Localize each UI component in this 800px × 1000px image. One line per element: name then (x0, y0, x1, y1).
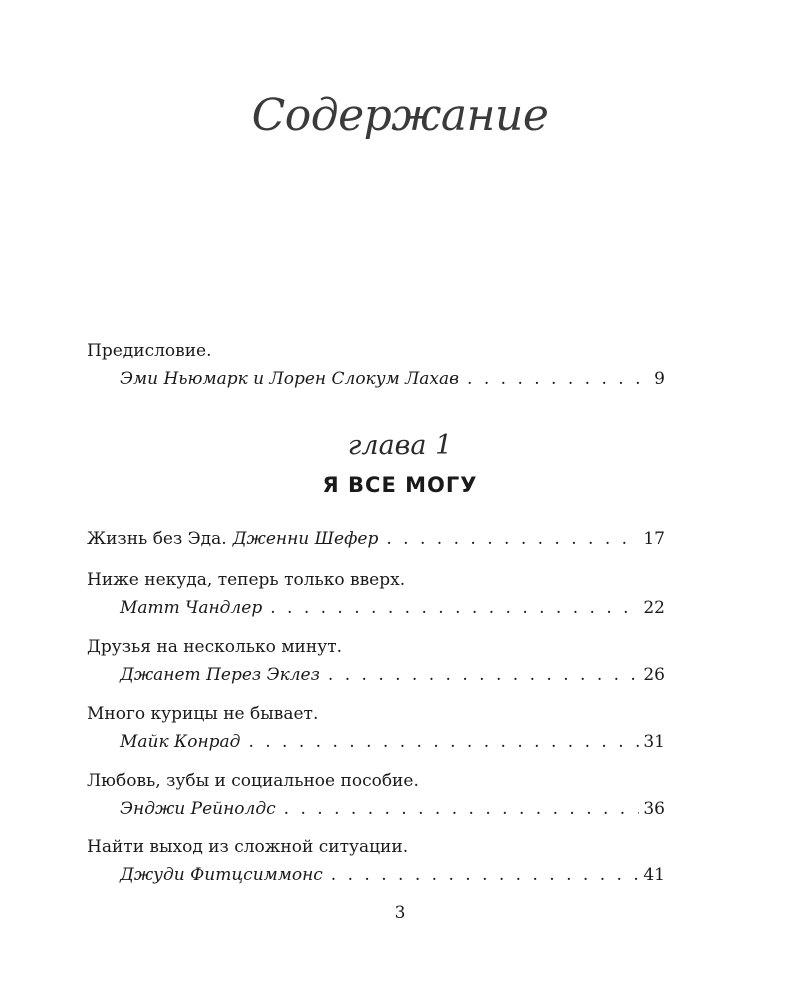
toc-entry-page-number: 41 (643, 865, 665, 885)
toc-entry-preface[interactable] (87, 338, 665, 394)
dot-leader (467, 364, 650, 394)
dot-leader (270, 593, 639, 623)
toc-entry-title: Предисловие. (87, 341, 212, 361)
dot-leader (248, 727, 639, 757)
toc-entry-author: Эми Ньюмарк и Лорен Слокум Лахав (120, 369, 460, 389)
dot-leader (284, 794, 640, 824)
toc-entry-page-number: 26 (643, 665, 665, 685)
toc-entry-author: Майк Конрад (120, 732, 241, 752)
toc-entry[interactable] (87, 834, 665, 890)
toc-entry[interactable] (87, 524, 665, 554)
toc-entry-title: Жизнь без Эда. (87, 529, 227, 549)
toc-entry-author: Матт Чандлер (120, 598, 263, 618)
toc-entry-title: Любовь, зубы и социальное пособие. (87, 771, 419, 791)
page-title: Содержание (251, 90, 549, 141)
toc-entry-author: Джуди Фитцсиммонс (120, 865, 323, 885)
toc-entry-title: Ниже некуда, теперь только вверх. (87, 570, 406, 590)
dot-leader (386, 524, 639, 554)
dot-leader (328, 660, 639, 690)
toc-entry-author: Дженни Шефер (232, 529, 379, 549)
toc-entry-author: Джанет Перез Эклез (120, 665, 320, 685)
toc-entry[interactable] (87, 701, 665, 757)
toc-entry[interactable] (87, 567, 665, 623)
toc-entry-page-number: 9 (654, 369, 665, 389)
toc-entry-page-number: 22 (643, 598, 665, 618)
toc-entry-page-number: 31 (643, 732, 665, 752)
toc-entry-title: Найти выход из сложной ситуации. (87, 837, 409, 857)
chapter-label: глава 1 (347, 430, 453, 461)
toc-entry[interactable] (87, 634, 665, 690)
toc-entry-page-number: 17 (643, 529, 665, 549)
toc-entry-title: Друзья на несколько минут. (87, 637, 343, 657)
chapter-title: Я ВСЕ МОГУ (322, 473, 478, 497)
toc-entry[interactable] (87, 768, 665, 824)
toc-entry-title: Много курицы не бывает. (87, 704, 319, 724)
page-number: 3 (394, 903, 406, 923)
dot-leader (331, 860, 640, 890)
toc-entry-author: Энджи Рейнолдс (120, 799, 276, 819)
toc-entry-page-number: 36 (643, 799, 665, 819)
